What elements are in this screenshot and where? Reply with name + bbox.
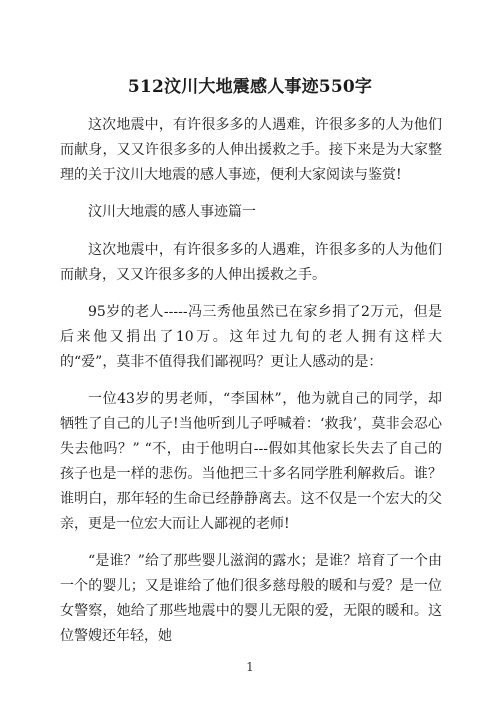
document-title: 512汶川大地震感人事迹550字: [127, 77, 373, 97]
page-number: 1: [246, 660, 254, 674]
section-heading: 汶川大地震的感人事迹篇一: [88, 204, 256, 220]
document-body: [60, 113, 442, 661]
body-paragraph: 这次地震中，有许很多多的人遇难，许很多多的人为他们而献身，又又许很多多的人伸出援救之手。: [60, 242, 442, 283]
body-paragraph: 一位43岁的男老师，“李国林”，他为就自己的同学，却牺牲了自己的儿子!当他听到儿子呼喊着：‘救我’，莫非会忍心失去他吗？” “不，由于他明白---假如其他家长失去了自己的孩子也是一样的悲伤。当他把三十多名同学胜利解救后。谁？谁明白，那年轻的生命已经静静离去。这不仅是一个宏大的父亲，更是一位宏大而让人鄙视的老师!: [60, 391, 442, 532]
intro-paragraph: 这次地震中，有许很多多的人遇难，许很多多的人为他们而献身，又又许很多多的人伸出援救之手。接下来是为大家整理的关于汶川大地震的感人事迹，便利大家阅读与鉴赏!: [60, 117, 442, 183]
body-paragraph: “是谁？”给了那些婴儿滋润的露水；是谁？培育了一个由一个的婴儿；又是谁给了他们很多慈母般的暖和与爱？是一位女警察，她给了那些地震中的婴儿无限的爱，无限的暖和。这位警嫂还年轻，她: [60, 553, 442, 644]
body-paragraph: 95岁的老人-----冯三秀他虽然已在家乡捐了2万元，但是后来他又捐出了10万。这年过九旬的老人拥有这样大的“爱”，莫非不值得我们鄙视吗？更让人感动的是：: [60, 304, 442, 370]
